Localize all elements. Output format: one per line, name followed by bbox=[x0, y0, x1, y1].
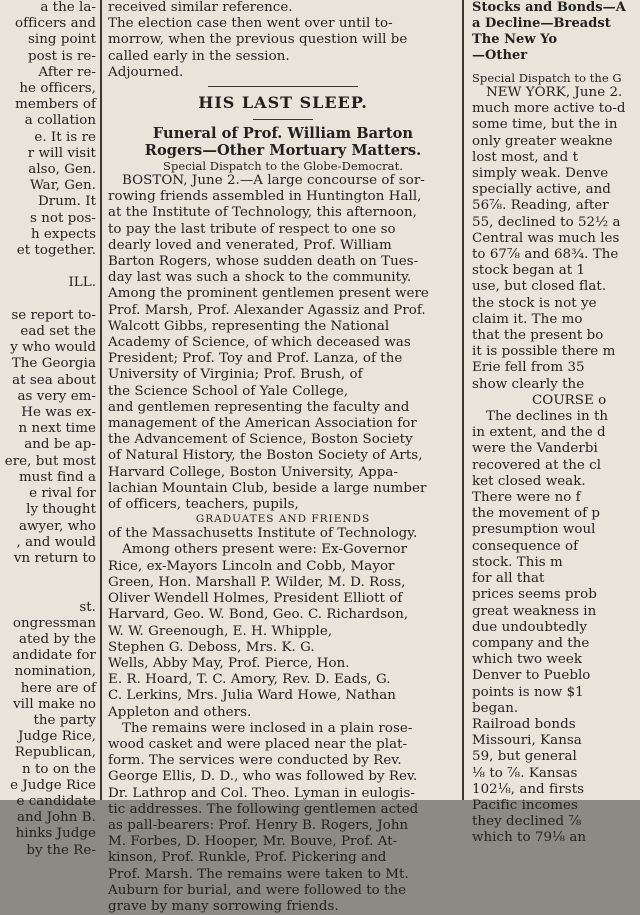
text-line: Dr. Lathrop and Col. Theo. Lyman in eulogis- bbox=[108, 785, 415, 801]
text-line: E. R. Hoard, T. C. Amory, Rev. D. Eads, G. bbox=[108, 672, 391, 688]
text-line: ere, but most bbox=[4, 453, 96, 469]
text-line: company and the bbox=[472, 635, 590, 651]
text-line: show clearly the bbox=[472, 376, 585, 392]
text-line: great weakness in bbox=[472, 603, 597, 619]
text-line: must find a bbox=[18, 469, 96, 485]
text-line: The Georgia bbox=[11, 356, 96, 372]
text-line: the Advancement of Science, Boston Society bbox=[108, 432, 413, 448]
text-line: Prof. Marsh. The remains were taken to Mt. bbox=[108, 866, 409, 882]
text-line: Academy of Science, of which deceased was bbox=[108, 335, 411, 351]
right-subheading: COURSE o bbox=[532, 392, 607, 408]
text-line: 55, declined to 52½ a bbox=[472, 214, 621, 230]
text-line: management of the American Association for bbox=[108, 416, 417, 432]
text-line: morrow, when the previous question will be bbox=[108, 32, 408, 48]
text-line: stock began at 1 bbox=[472, 263, 586, 279]
left-column bbox=[0, 0, 98, 858]
text-line: he officers, bbox=[19, 81, 96, 97]
text-line: BOSTON, June 2.—A large concourse of sor- bbox=[122, 173, 425, 189]
text-line: simply weak. Denve bbox=[472, 166, 609, 182]
text-line bbox=[0, 583, 98, 599]
text-line: 59, but general bbox=[472, 749, 577, 765]
text-line bbox=[0, 567, 98, 583]
text-line: Stephen G. Deboss, Mrs. K. G. bbox=[108, 639, 315, 655]
column-rule-right bbox=[462, 0, 464, 800]
right-column bbox=[472, 0, 640, 846]
headline-line: The New Yo bbox=[472, 32, 558, 47]
text-line: of officers, teachers, pupils, bbox=[108, 497, 299, 513]
text-line: which to 79⅛ an bbox=[472, 830, 587, 846]
text-line: sing point bbox=[27, 32, 96, 48]
text-line: ⅛ to ⅞. Kansas bbox=[472, 765, 578, 781]
text-line: consequence of bbox=[472, 538, 579, 554]
text-line: kinson, Prof. Runkle, Prof. Pickering and bbox=[108, 850, 387, 866]
text-line: e rival for bbox=[29, 486, 96, 502]
text-line: only greater weakne bbox=[472, 133, 613, 149]
text-line: War, Gen. bbox=[30, 178, 96, 194]
text-line: ket closed weak. bbox=[472, 473, 586, 489]
deck-line: Rogers—Other Mortuary Matters. bbox=[144, 142, 422, 160]
text-line: Denver to Pueblo bbox=[472, 668, 591, 684]
text-line bbox=[0, 292, 98, 308]
text-line: and be ap- bbox=[24, 437, 96, 453]
article-separator bbox=[208, 86, 358, 87]
text-line: n to on the bbox=[21, 761, 96, 777]
text-line: due undoubtedly bbox=[472, 619, 587, 635]
text-line: M. Forbes, D. Hooper, Mr. Bouve, Prof. At- bbox=[108, 834, 398, 850]
text-line: Judge Rice, bbox=[18, 729, 96, 745]
text-line: wood casket and were placed near the plat- bbox=[108, 736, 408, 752]
text-line: n next time bbox=[18, 421, 96, 437]
headline-line: Stocks and Bonds—A bbox=[472, 0, 626, 15]
text-line: the party bbox=[33, 712, 96, 728]
text-line: stock. This m bbox=[472, 554, 563, 570]
text-line: it is possible there m bbox=[472, 344, 616, 360]
text-line: e candidate bbox=[16, 793, 96, 809]
text-line: e. It is re bbox=[34, 129, 96, 145]
text-line: dearly loved and venerated, Prof. William bbox=[108, 237, 392, 253]
text-line: andidate for bbox=[12, 648, 96, 664]
text-line: e Judge Rice bbox=[10, 777, 96, 793]
text-line: Harvard College, Boston University, Appa- bbox=[108, 464, 399, 480]
text-line: ongressman bbox=[12, 615, 96, 631]
headline-line: a Decline—Breadst bbox=[472, 16, 611, 31]
text-line: tic addresses. The following gentlemen acted bbox=[108, 801, 419, 817]
text-line: hinks Judge bbox=[15, 826, 96, 842]
text-line: Auburn for burial, and were followed to the bbox=[108, 882, 407, 898]
article-body bbox=[108, 173, 458, 513]
middle-column bbox=[108, 0, 458, 914]
text-line: vn return to bbox=[13, 550, 96, 566]
text-line: Wells, Abby May, Prof. Pierce, Hon. bbox=[108, 655, 350, 671]
deck-headline bbox=[108, 125, 458, 159]
text-line: began. bbox=[472, 700, 519, 716]
text-line: as pall-bearers: Prof. Henry B. Rogers, John bbox=[108, 817, 409, 833]
text-line: points is now $1 bbox=[472, 684, 584, 700]
text-line: grave by many sorrowing friends. bbox=[108, 898, 339, 914]
text-line: also, Gen. bbox=[28, 162, 96, 178]
text-line: Barton Rogers, whose sudden death on Tues- bbox=[108, 254, 419, 270]
text-line: Central was much les bbox=[472, 230, 620, 246]
previous-article-end bbox=[108, 0, 458, 81]
text-line: Appleton and others. bbox=[108, 704, 252, 720]
right-dispatch-credit: Special Dispatch to the G bbox=[472, 71, 622, 85]
text-line: prices seems prob bbox=[472, 587, 597, 603]
text-line: recovered at the cl bbox=[472, 457, 602, 473]
text-line: The declines in th bbox=[486, 409, 609, 425]
text-line: Erie fell from 35 bbox=[472, 360, 585, 376]
text-line: Oliver Wendell Holmes, President Elliott of bbox=[108, 591, 403, 607]
text-line bbox=[0, 259, 98, 275]
text-line: Among the prominent gentlemen present were bbox=[108, 286, 429, 302]
text-line: President; Prof. Toy and Prof. Lanza, of the bbox=[108, 351, 403, 367]
text-line: the stock is not ye bbox=[472, 295, 597, 311]
subheading: GRADUATES AND FRIENDS bbox=[195, 513, 371, 526]
text-line: to pay the last tribute of respect to one so bbox=[108, 221, 396, 237]
headline-rule bbox=[253, 119, 313, 120]
text-line: form. The services were conducted by Rev. bbox=[108, 753, 402, 769]
text-line: Republican, bbox=[14, 745, 96, 761]
text-line: Harvard, Geo. W. Bond, Geo. C. Richardson, bbox=[108, 607, 409, 623]
text-line: Green, Hon. Marshall P. Wilder, M. D. Ross, bbox=[108, 574, 406, 590]
text-line: here are of bbox=[20, 680, 96, 696]
text-line: they declined ⅞ bbox=[472, 814, 582, 830]
text-line: to 67⅞ and 68¾. The bbox=[472, 247, 619, 263]
text-line: ly thought bbox=[26, 502, 96, 518]
text-line: a the la- bbox=[40, 0, 96, 15]
text-line: NEW YORK, June 2. bbox=[486, 85, 623, 100]
text-line: George Ellis, D. D., who was followed by Rev. bbox=[108, 769, 418, 785]
article-body-continued bbox=[108, 526, 458, 915]
text-line: ated by the bbox=[19, 631, 96, 647]
text-line: awyer, who bbox=[18, 518, 96, 534]
text-line: lost most, and t bbox=[472, 149, 578, 165]
text-line: Missouri, Kansa bbox=[472, 733, 582, 749]
right-article-body-continued bbox=[472, 409, 640, 846]
headline: HIS LAST SLEEP. bbox=[198, 93, 368, 113]
text-line: called early in the session. bbox=[108, 48, 290, 64]
text-line: day last was such a shock to the community. bbox=[108, 270, 412, 286]
text-line: and John B. bbox=[16, 810, 96, 826]
text-line: lachian Mountain Club, beside a large number bbox=[108, 480, 427, 496]
text-line: University of Virginia; Prof. Brush, of bbox=[108, 367, 363, 383]
dispatch-credit: Special Dispatch to the Globe-Democrat. bbox=[163, 159, 403, 174]
text-line: the movement of p bbox=[472, 506, 601, 522]
text-line: as very em- bbox=[17, 388, 96, 404]
text-line: He was ex- bbox=[21, 405, 96, 421]
text-line: There were no f bbox=[472, 490, 581, 506]
text-line: by the Re- bbox=[26, 842, 96, 858]
text-line: Prof. Marsh, Prof. Alexander Agassiz and Prof. bbox=[108, 302, 426, 318]
text-line: s not pos- bbox=[30, 210, 96, 226]
text-line: W. W. Greenough, E. H. Whipple, bbox=[108, 623, 333, 639]
text-line: some time, but the in bbox=[472, 117, 618, 133]
text-line: st. bbox=[79, 599, 96, 615]
text-line: 56⅞. Reading, after bbox=[472, 198, 609, 214]
right-headline bbox=[472, 0, 640, 64]
text-line: that the present bo bbox=[472, 328, 604, 344]
text-line: nomination, bbox=[14, 664, 96, 680]
text-line: se report to- bbox=[11, 307, 96, 323]
text-line: After re- bbox=[38, 64, 96, 80]
text-line: Among others present were: Ex-Governor bbox=[122, 542, 408, 558]
column-rule-left bbox=[100, 0, 102, 800]
text-line: received similar reference. bbox=[108, 0, 293, 15]
text-line: et together. bbox=[16, 243, 96, 259]
text-line: of Natural History, the Boston Society of Arts, bbox=[108, 448, 423, 464]
text-line: The election case then went over until to- bbox=[108, 16, 393, 32]
text-line: Walcott Gibbs, representing the National bbox=[108, 318, 390, 334]
text-line: , and would bbox=[16, 534, 96, 550]
text-line: vill make no bbox=[13, 696, 96, 712]
text-line: y who would bbox=[10, 340, 96, 356]
text-line: of the Massachusetts Institute of Technology. bbox=[108, 526, 418, 542]
text-line: which two week bbox=[472, 652, 583, 668]
text-line: officers and bbox=[15, 16, 96, 32]
text-line: at the Institute of Technology, this afternoon, bbox=[108, 205, 417, 221]
text-line: claim it. The mo bbox=[472, 311, 583, 327]
text-line: ead set the bbox=[20, 324, 96, 340]
text-line: C. Lerkins, Mrs. Julia Ward Howe, Nathan bbox=[108, 688, 396, 704]
text-line: members of bbox=[15, 97, 96, 113]
text-line: a collation bbox=[24, 113, 96, 129]
text-line: for all that bbox=[472, 571, 545, 587]
text-line: Railroad bonds bbox=[472, 716, 576, 732]
text-line: in extent, and the d bbox=[472, 425, 606, 441]
text-line: The remains were inclosed in a plain rose- bbox=[122, 720, 413, 736]
headline-line: —Other bbox=[472, 48, 528, 63]
text-line: Pacific incomes bbox=[472, 797, 578, 813]
text-line: much more active to-d bbox=[472, 101, 626, 117]
text-line: r will visit bbox=[27, 145, 96, 161]
text-line: h expects bbox=[30, 226, 96, 242]
text-line: Adjourned. bbox=[108, 64, 184, 80]
text-line: use, but closed flat. bbox=[472, 279, 607, 295]
text-line: were the Vanderbi bbox=[472, 441, 598, 457]
text-line: rowing friends assembled in Huntington Hall, bbox=[108, 189, 422, 205]
text-line: Drum. It bbox=[37, 194, 96, 210]
deck-line: Funeral of Prof. William Barton bbox=[152, 125, 414, 143]
text-line: Rice, ex-Mayors Lincoln and Cobb, Mayor bbox=[108, 558, 395, 574]
text-line: and gentlemen representing the faculty and bbox=[108, 399, 410, 415]
text-line: ILL. bbox=[68, 275, 96, 291]
text-line: at sea about bbox=[12, 372, 96, 388]
right-article-body bbox=[472, 85, 640, 393]
text-line: presumption woul bbox=[472, 522, 596, 538]
text-line: the Science School of Yale College, bbox=[108, 383, 349, 399]
text-line: specially active, and bbox=[472, 182, 611, 198]
text-line: post is re- bbox=[28, 48, 96, 64]
text-line: 102⅛, and firsts bbox=[472, 781, 585, 797]
